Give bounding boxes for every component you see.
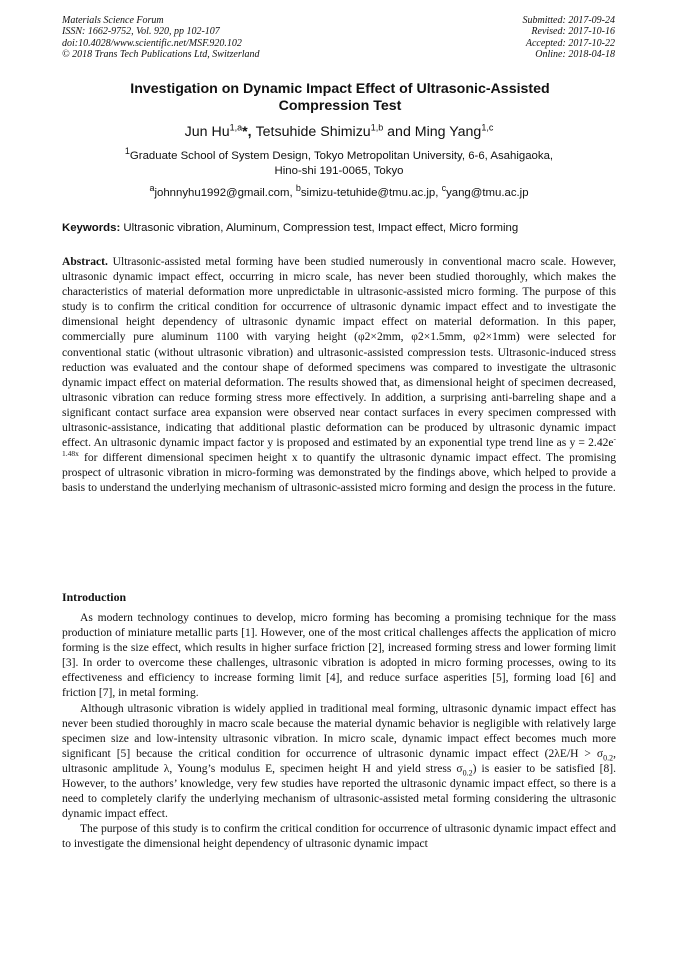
affiliation-line1	[60, 146, 618, 164]
journal-doi: doi:10.4028/www.scientific.net/MSF.920.102	[62, 37, 242, 49]
intro-p2-text-b: , ultrasonic amplitude λ, Young’s modulus E, specimen height H and yield stress σ	[62, 747, 616, 775]
affiliation-line2: Hino-shi 191-0065, Tokyo	[274, 164, 404, 177]
email-c-sup: c	[441, 183, 447, 194]
section-heading-introduction: Introduction	[62, 590, 127, 604]
abstract-text-1: Ultrasonic-assisted metal forming have been studied numerously in conventional macro scale. However, ultrasonic dynamic impact effect, occurring in micro scale, has never been studied thoroughly, which makes the characteristics of material deformation more unpredictable in ultrasonic-assisted micro forming. The purpose of this study is to confirm the critical condition for occurrence of ultrasonic dynamic impact effect and to investigate the dimensional height dependency of ultrasonic dynamic impact effect on material deformation. In this paper, commercially pure aluminum 1100 with varying height (φ2×2mm, φ2×1.5mm, φ2×1mm) were selected for conventional static (without ultrasonic vibration) and ultrasonic-assisted compression tests. Ultrasonic-induced stress reduction was evaluated and the contour shape of deformed specimens was compared to investigate the ultrasonic dynamic impact effect on material deformation. The results showed that, as dimensional height of specimen decreased, ultrasonic vibration can reduce forming stress more effectively. In addition, a surprising anti-barreling shape and a significant contact surface area expansion were observed near contact surfaces in every specimen compressed with ultrasonic-assistance, indicating that additional plastic deformation can be produced by ultrasonic dynamic impact effect. An ultrasonic dynamic impact factor y is proposed and estimated by an exponential type trend line as y = 2.42e	[62, 256, 616, 450]
publication-dates	[523, 15, 616, 60]
introduction-body	[62, 611, 616, 853]
email-a: johnnyhu1992@gmail.com,	[154, 187, 296, 199]
keywords-label: Keywords:	[62, 222, 121, 234]
paper-title-line2: Compression Test	[278, 98, 402, 114]
affiliation-sup: 1	[124, 146, 130, 157]
intro-p2-text-a: Although ultrasonic vibration is widely applied in traditional meal forming, ultrasonic dynamic impact effect has never been studied thoroughly in macro scale because the material dynamic behavior is negligible with relatively large specimen size and low-intensity ultrasonic vibration. In micro scale, dynamic impact effect becomes much more significant [5] because the critical condition for occurrence of ultrasonic dynamic impact effect (2λE/H > σ	[62, 702, 616, 760]
date-submitted: Submitted: 2017-09-24	[522, 15, 615, 26]
intro-p2-text-c: ) is easier to be satisfied [8]. However, to the authors’ knowledge, very few studies have reported the ultrasonic dynamic impact effect, so there is a need to completely clarify the underlying mechanism of ultrasonic-assisted metal forming considering the ultrasonic dynamic impact effect.	[62, 762, 616, 821]
author-3-affil-sup: 1,c	[481, 122, 494, 133]
affiliation	[60, 146, 618, 178]
paper-title	[72, 81, 608, 115]
author-1-name: Jun Hu	[184, 124, 230, 140]
keywords	[62, 221, 617, 235]
abstract-label: Abstract.	[62, 256, 108, 268]
paper-title-line1: Investigation on Dynamic Impact Effect of Ultrasonic-Assisted	[130, 81, 550, 97]
author-separator-1: ,	[247, 124, 256, 140]
corresponding-star: *	[242, 124, 248, 140]
author-separator-2: and	[383, 124, 415, 140]
author-1-affil-sup: 1,a	[229, 122, 243, 133]
journal-name: Materials Science Forum	[62, 15, 164, 26]
author-2-name: Tetsuhide Shimizu	[255, 124, 371, 140]
intro-p2-sub-1: 0.2	[603, 753, 614, 763]
author-3-name: Ming Yang	[414, 124, 482, 140]
intro-paragraph-3: The purpose of this study is to confirm the critical condition for occurrence of ultrasonic dynamic impact effect and to investigate the dimensional height dependency of ultrasonic dynamic impact	[62, 823, 616, 851]
author-emails	[60, 183, 618, 200]
abstract-text-2: for different dimensional specimen height x to quantify the ultrasonic dynamic impact effect. The promising prospect of ultrasonic vibration in micro-forming was demonstrated by the findings above, which helped to provide a basis to understand the underlying mechanism of ultrasonic-assisted micro forming and design the process in the future.	[62, 452, 616, 495]
author-2-affil-sup: 1,b	[370, 122, 384, 133]
abstract	[62, 255, 616, 497]
date-online: Online: 2018-04-18	[535, 48, 615, 60]
abstract-exponent: -1.48x	[62, 434, 616, 459]
email-b-sup: b	[295, 183, 301, 194]
email-c: yang@tmu.ac.jp	[446, 187, 529, 199]
intro-paragraph-1: As modern technology continues to develop, micro forming has becoming a promising technique for the mass production of miniature metallic parts [1]. However, one of the most critical challenges affects the application of micro forming is the size effect, which results in higher surface friction [2], increased forming stress and lower forming limit [3]. In order to overcome these challenges, ultrasonic vibration is adopted in micro forming processes, owing to its effectiveness and efficiency to increase forming limit [4], and reduce surface asperities [5], forming load [6] and friction [7], in metal forming.	[62, 612, 616, 700]
keywords-text: Ultrasonic vibration, Aluminum, Compression test, Impact effect, Micro forming	[120, 222, 519, 234]
intro-p2-sub-2: 0.2	[462, 768, 473, 778]
email-a-sup: a	[149, 183, 155, 194]
author-list	[60, 123, 618, 141]
affiliation-text-1: Graduate School of System Design, Tokyo Metropolitan University, 6-6, Asahigaoka,	[129, 150, 554, 162]
journal-issn: ISSN: 1662-9752, Vol. 920, pp 102-107	[62, 26, 220, 38]
date-accepted: Accepted: 2017-10-22	[525, 37, 615, 49]
journal-copyright: © 2018 Trans Tech Publications Ltd, Switzerland	[62, 48, 260, 60]
journal-info	[62, 15, 260, 60]
date-revised: Revised: 2017-10-16	[531, 26, 615, 38]
email-b: simizu-tetuhide@tmu.ac.jp,	[300, 187, 442, 199]
intro-paragraph-2	[62, 702, 616, 823]
